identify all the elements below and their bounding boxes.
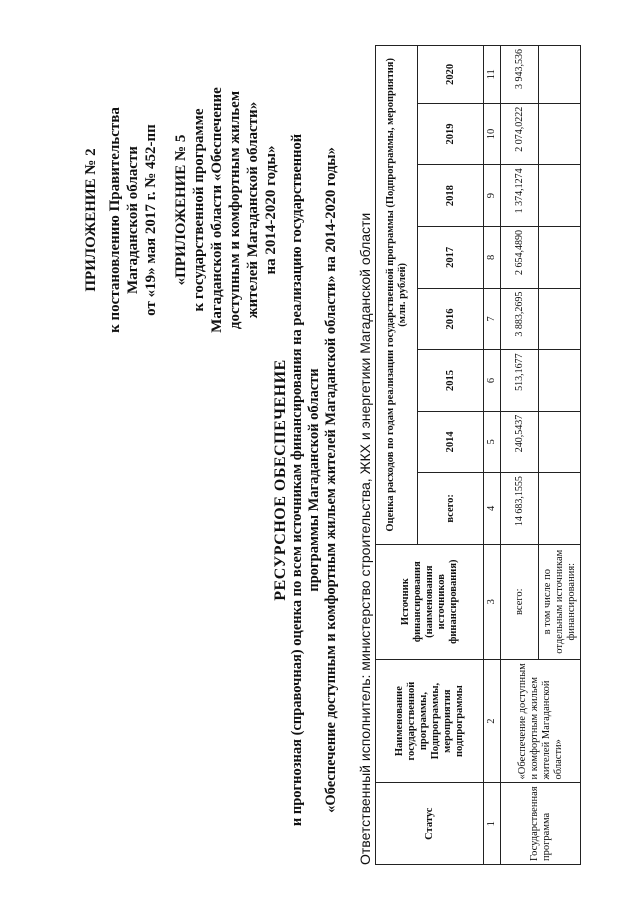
empty-cell <box>539 227 581 289</box>
column-number: 9 <box>484 165 501 227</box>
column-number: 1 <box>484 783 501 865</box>
table-row <box>501 46 539 865</box>
row-program-name: «Обеспечение доступным и комфортным жильем жителей Магаданской области» <box>501 659 581 783</box>
header-year: 2014 <box>418 411 484 472</box>
empty-cell <box>539 288 581 350</box>
column-number: 3 <box>484 544 501 659</box>
row-status: Государственная программа <box>501 783 581 865</box>
column-number: 7 <box>484 288 501 350</box>
column-number: 10 <box>484 103 501 165</box>
row-value-2017: 2 654,4890 <box>501 227 539 289</box>
rotated-page <box>0 45 600 905</box>
appendix-current-date: от «19» мая 2017 г. № 452-пп <box>143 124 159 316</box>
responsible-executor: Ответственный исполнитель: министерство строительства, ЖКХ и энергетики Магаданской области <box>357 212 373 865</box>
header-year: 2018 <box>418 165 484 227</box>
row-value-2016: 3 883,2695 <box>501 288 539 350</box>
empty-cell <box>539 46 581 104</box>
title-line: программы Магаданской области <box>306 368 322 592</box>
title-line: «Обеспечение доступным и комфортным жильем жителей Магаданской области» на 2014-2020 годы» <box>323 147 339 813</box>
row-value-2020: 3 943,536 <box>501 46 539 104</box>
header-year: 2019 <box>418 103 484 165</box>
document-title <box>272 85 340 875</box>
header-expense-estimate: Оценка расходов по годам реализации государственной программы (Подпрограммы, мероприятия) (млн. рублей) <box>376 46 418 545</box>
appendix-original-line: на 2014-2020 годы» <box>263 145 279 275</box>
resource-table <box>375 45 581 865</box>
row-source-detail: в том числе по отдельным источникам финансирования: <box>539 544 581 659</box>
appendix-original-line: к государственной программе <box>191 108 207 312</box>
appendix-current-header <box>82 80 160 360</box>
appendix-original-line: Магаданской области «Обеспечение <box>209 87 225 333</box>
appendix-original-line: жителей Магаданской области» <box>245 101 261 319</box>
empty-cell <box>539 411 581 472</box>
header-year: 2020 <box>418 46 484 104</box>
column-number-row <box>484 46 501 865</box>
row-value-2019: 2 074,0222 <box>501 103 539 165</box>
empty-cell <box>539 165 581 227</box>
column-number: 2 <box>484 659 501 783</box>
empty-cell <box>539 350 581 411</box>
column-number: 5 <box>484 411 501 472</box>
header-funding-source: Источник финансирования (наименования источников финансирования) <box>376 544 484 659</box>
header-year: 2015 <box>418 350 484 411</box>
appendix-original-header <box>172 60 280 360</box>
appendix-original-number: «ПРИЛОЖЕНИЕ № 5 <box>173 134 189 286</box>
row-value-total: 14 683,1555 <box>501 473 539 544</box>
column-number: 11 <box>484 46 501 104</box>
column-number: 4 <box>484 473 501 544</box>
column-number: 8 <box>484 227 501 289</box>
appendix-current-region: Магаданской области <box>125 146 141 294</box>
appendix-original-line: доступным и комфортным жильем <box>227 90 243 330</box>
header-status: Статус <box>376 783 484 865</box>
appendix-current-ref: к постановлению Правительства <box>107 107 123 333</box>
column-number: 6 <box>484 350 501 411</box>
empty-cell <box>539 103 581 165</box>
row-source-total: всего: <box>501 544 539 659</box>
title-line: и прогнозная (справочная) оценка по всем источникам финансирования на реализацию государственной <box>289 133 305 827</box>
row-value-2015: 513,1677 <box>501 350 539 411</box>
header-program-name: Наименование государственной программы, Подпрограммы, мероприятия подпрограммы <box>376 659 484 783</box>
empty-cell <box>539 473 581 544</box>
header-year: 2017 <box>418 227 484 289</box>
appendix-current-number: ПРИЛОЖЕНИЕ № 2 <box>83 148 99 292</box>
header-total: всего: <box>418 473 484 544</box>
row-value-2014: 240,5437 <box>501 411 539 472</box>
row-value-2018: 1 374,1274 <box>501 165 539 227</box>
header-year: 2016 <box>418 288 484 350</box>
title-heading: РЕСУРСНОЕ ОБЕСПЕЧЕНИЕ <box>272 359 289 601</box>
